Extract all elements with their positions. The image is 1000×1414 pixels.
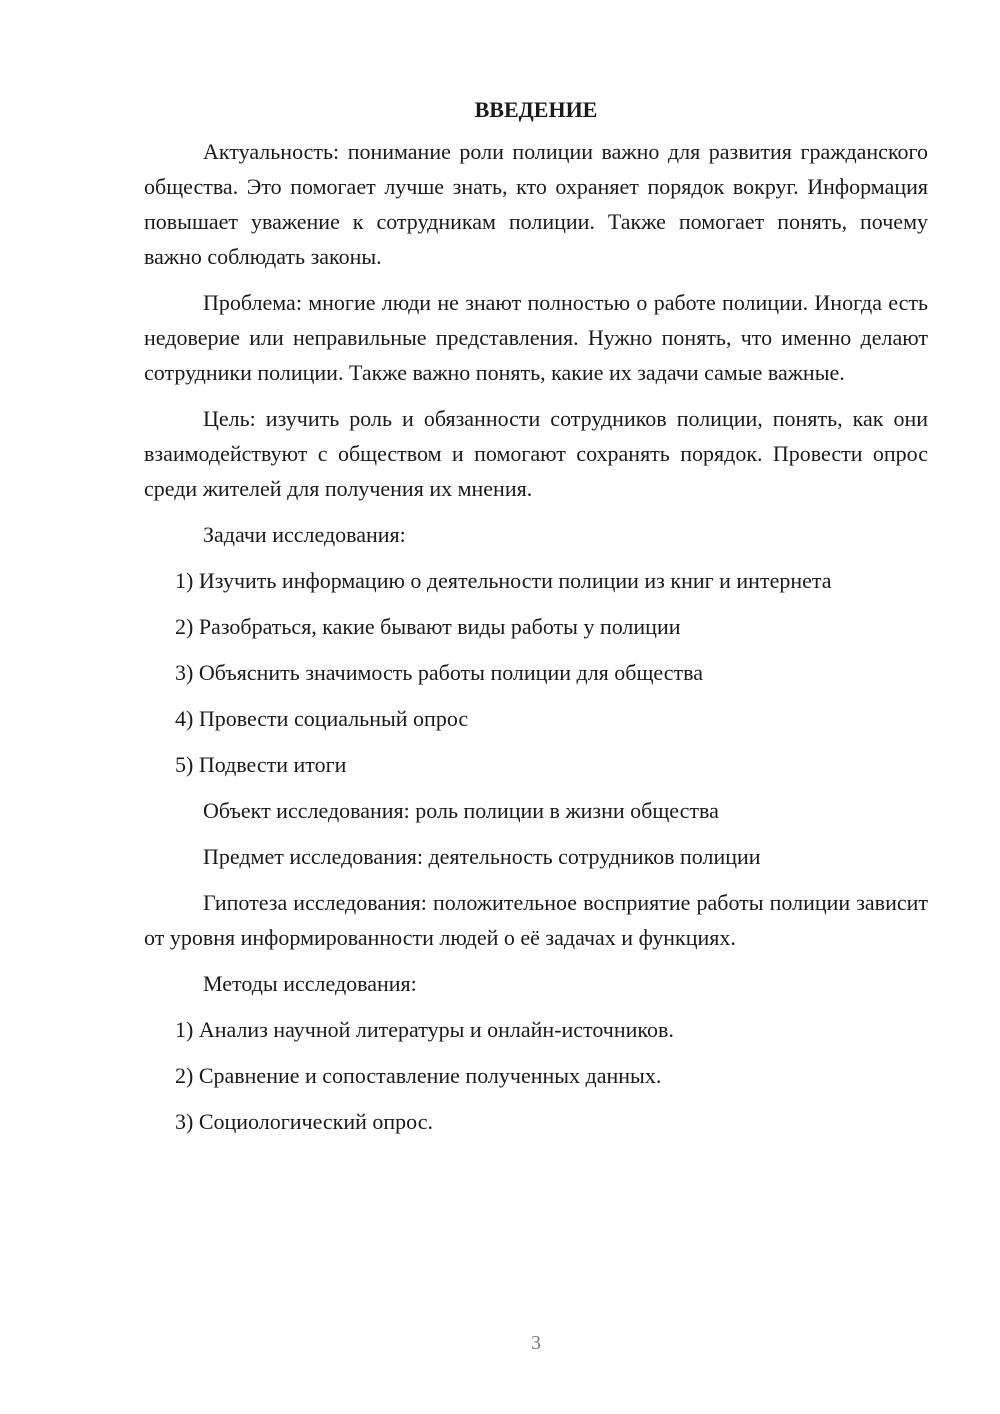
list-item: 1) Изучить информацию о деятельности полиции из книг и интернета — [175, 568, 832, 593]
object-line: Объект исследования: роль полиции в жизни общества — [203, 798, 719, 823]
list-item: 3) Объяснить значимость работы полиции для общества — [175, 660, 703, 685]
list-item: 3) Социологический опрос. — [175, 1109, 433, 1134]
relevance-paragraph: Актуальность: понимание роли полиции важно для развития гражданского общества. Это помогает лучше знать, кто охраняет порядок вокруг. Информация повышает уважение к сотрудникам полиции. Также помогает понять, почему важно соблюдать законы. — [144, 139, 928, 269]
document-title: ВВЕДЕНИЕ — [474, 97, 598, 122]
methods-heading: Методы исследования: — [203, 971, 417, 996]
tasks-heading: Задачи исследования: — [203, 522, 406, 547]
list-item: 2) Сравнение и сопоставление полученных данных. — [175, 1063, 662, 1088]
list-item: 2) Разобраться, какие бывают виды работы у полиции — [175, 614, 681, 639]
problem-paragraph: Проблема: многие люди не знают полностью о работе полиции. Иногда есть недоверие или неправильные представления. Нужно понять, что именно делают сотрудники полиции. Также важно понять, какие их задачи самые важные. — [144, 290, 928, 385]
page-number: 3 — [531, 1332, 541, 1354]
list-item: 4) Провести социальный опрос — [175, 706, 469, 731]
goal-paragraph: Цель: изучить роль и обязанности сотрудников полиции, понять, как они взаимодействуют с обществом и помогают сохранять порядок. Провести опрос среди жителей для получения их мнения. — [144, 406, 928, 501]
list-item: 5) Подвести итоги — [175, 752, 347, 777]
subject-line: Предмет исследования: деятельность сотрудников полиции — [203, 844, 761, 869]
list-item: 1) Анализ научной литературы и онлайн-источников. — [175, 1017, 674, 1042]
tasks-list — [144, 563, 928, 782]
methods-list — [144, 1012, 928, 1139]
hypothesis-paragraph: Гипотеза исследования: положительное восприятие работы полиции зависит от уровня информированности людей о её задачах и функциях. — [144, 890, 928, 950]
document-page — [144, 92, 928, 1150]
